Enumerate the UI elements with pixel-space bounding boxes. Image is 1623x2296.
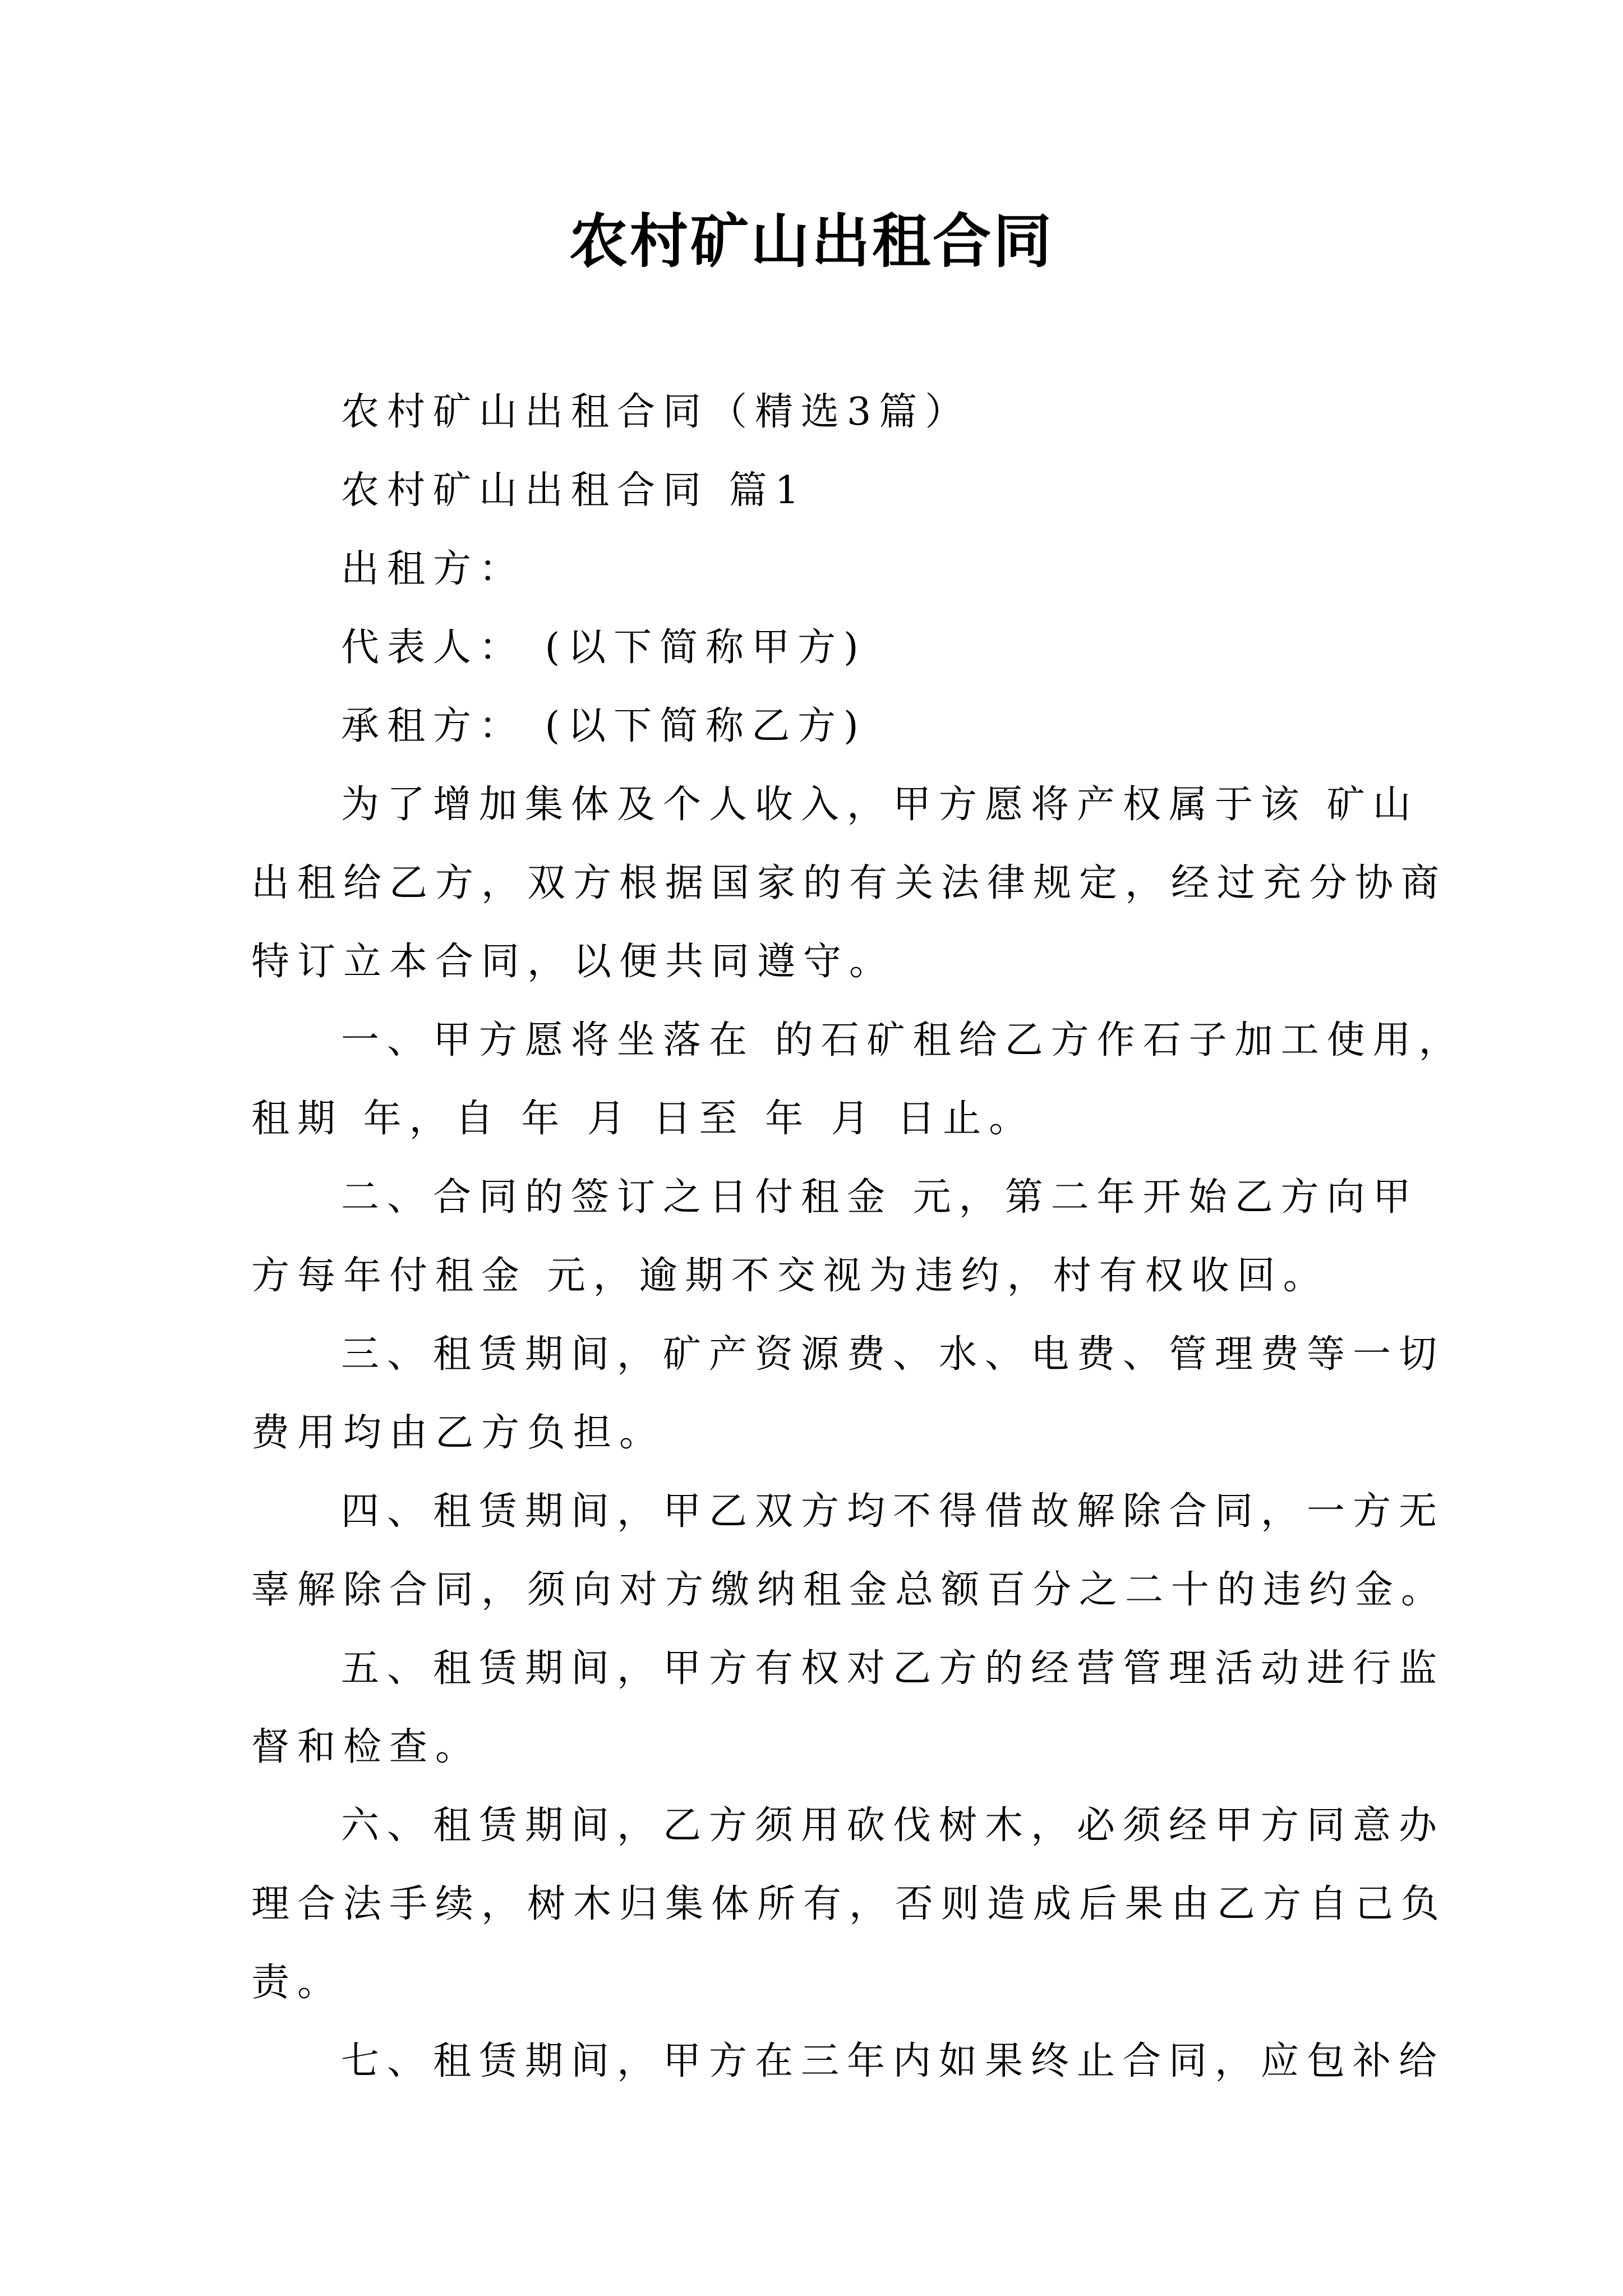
- document-line: 三、租赁期间，矿产资源费、水、电费、管理费等一切: [341, 1332, 1445, 1377]
- document-line: 理合法手续，树木归集体所有，否则造成后果由乙方自己负: [251, 1882, 1447, 1926]
- document-line: 农村矿山出租合同 篇1: [341, 468, 807, 513]
- document-line: 租期 年，自 年 月 日至 年 月 日止。: [251, 1097, 1035, 1141]
- document-line: 承租方： (以下简称乙方): [341, 704, 866, 748]
- document-line: 四、租赁期间，甲乙双方均不得借故解除合同，一方无: [341, 1489, 1445, 1534]
- document-line: 五、租赁期间，甲方有权对乙方的经营管理活动进行监: [341, 1646, 1445, 1691]
- document-line: 方每年付租金 元，逾期不交视为违约，村有权收回。: [251, 1254, 1329, 1298]
- document-line: 代表人： (以下简称甲方): [341, 625, 866, 670]
- document-line: 督和检查。: [251, 1725, 482, 1769]
- document-line: 责。: [251, 1961, 344, 2005]
- document-line: 七、租赁期间，甲方在三年内如果终止合同，应包补给: [341, 2039, 1445, 2083]
- document-line: 费用均由乙方负担。: [251, 1411, 666, 1455]
- document-line: 出租方：: [341, 547, 525, 591]
- document-line: 六、租赁期间，乙方须用砍伐树木，必须经甲方同意办: [341, 1803, 1445, 1848]
- document-line: 出租给乙方，双方根据国家的有关法律规定，经过充分协商: [251, 861, 1447, 905]
- document-body: [251, 373, 1465, 2101]
- document-line: 为了增加集体及个人收入，甲方愿将产权属于该 矿山: [341, 783, 1419, 827]
- document-line: 辜解除合同，须向对方缴纳租金总额百分之二十的违约金。: [251, 1568, 1447, 1612]
- document-line: 一、甲方愿将坐落在 的石矿租给乙方作石子加工使用，: [341, 1018, 1465, 1062]
- document-line: 农村矿山出租合同（精选3篇）: [341, 390, 971, 434]
- document-title: 农村矿山出租合同: [569, 206, 1054, 275]
- document-line: 二、合同的签订之日付租金 元，第二年开始乙方向甲: [341, 1175, 1419, 1220]
- document-line: 特订立本合同，以便共同遵守。: [251, 940, 896, 984]
